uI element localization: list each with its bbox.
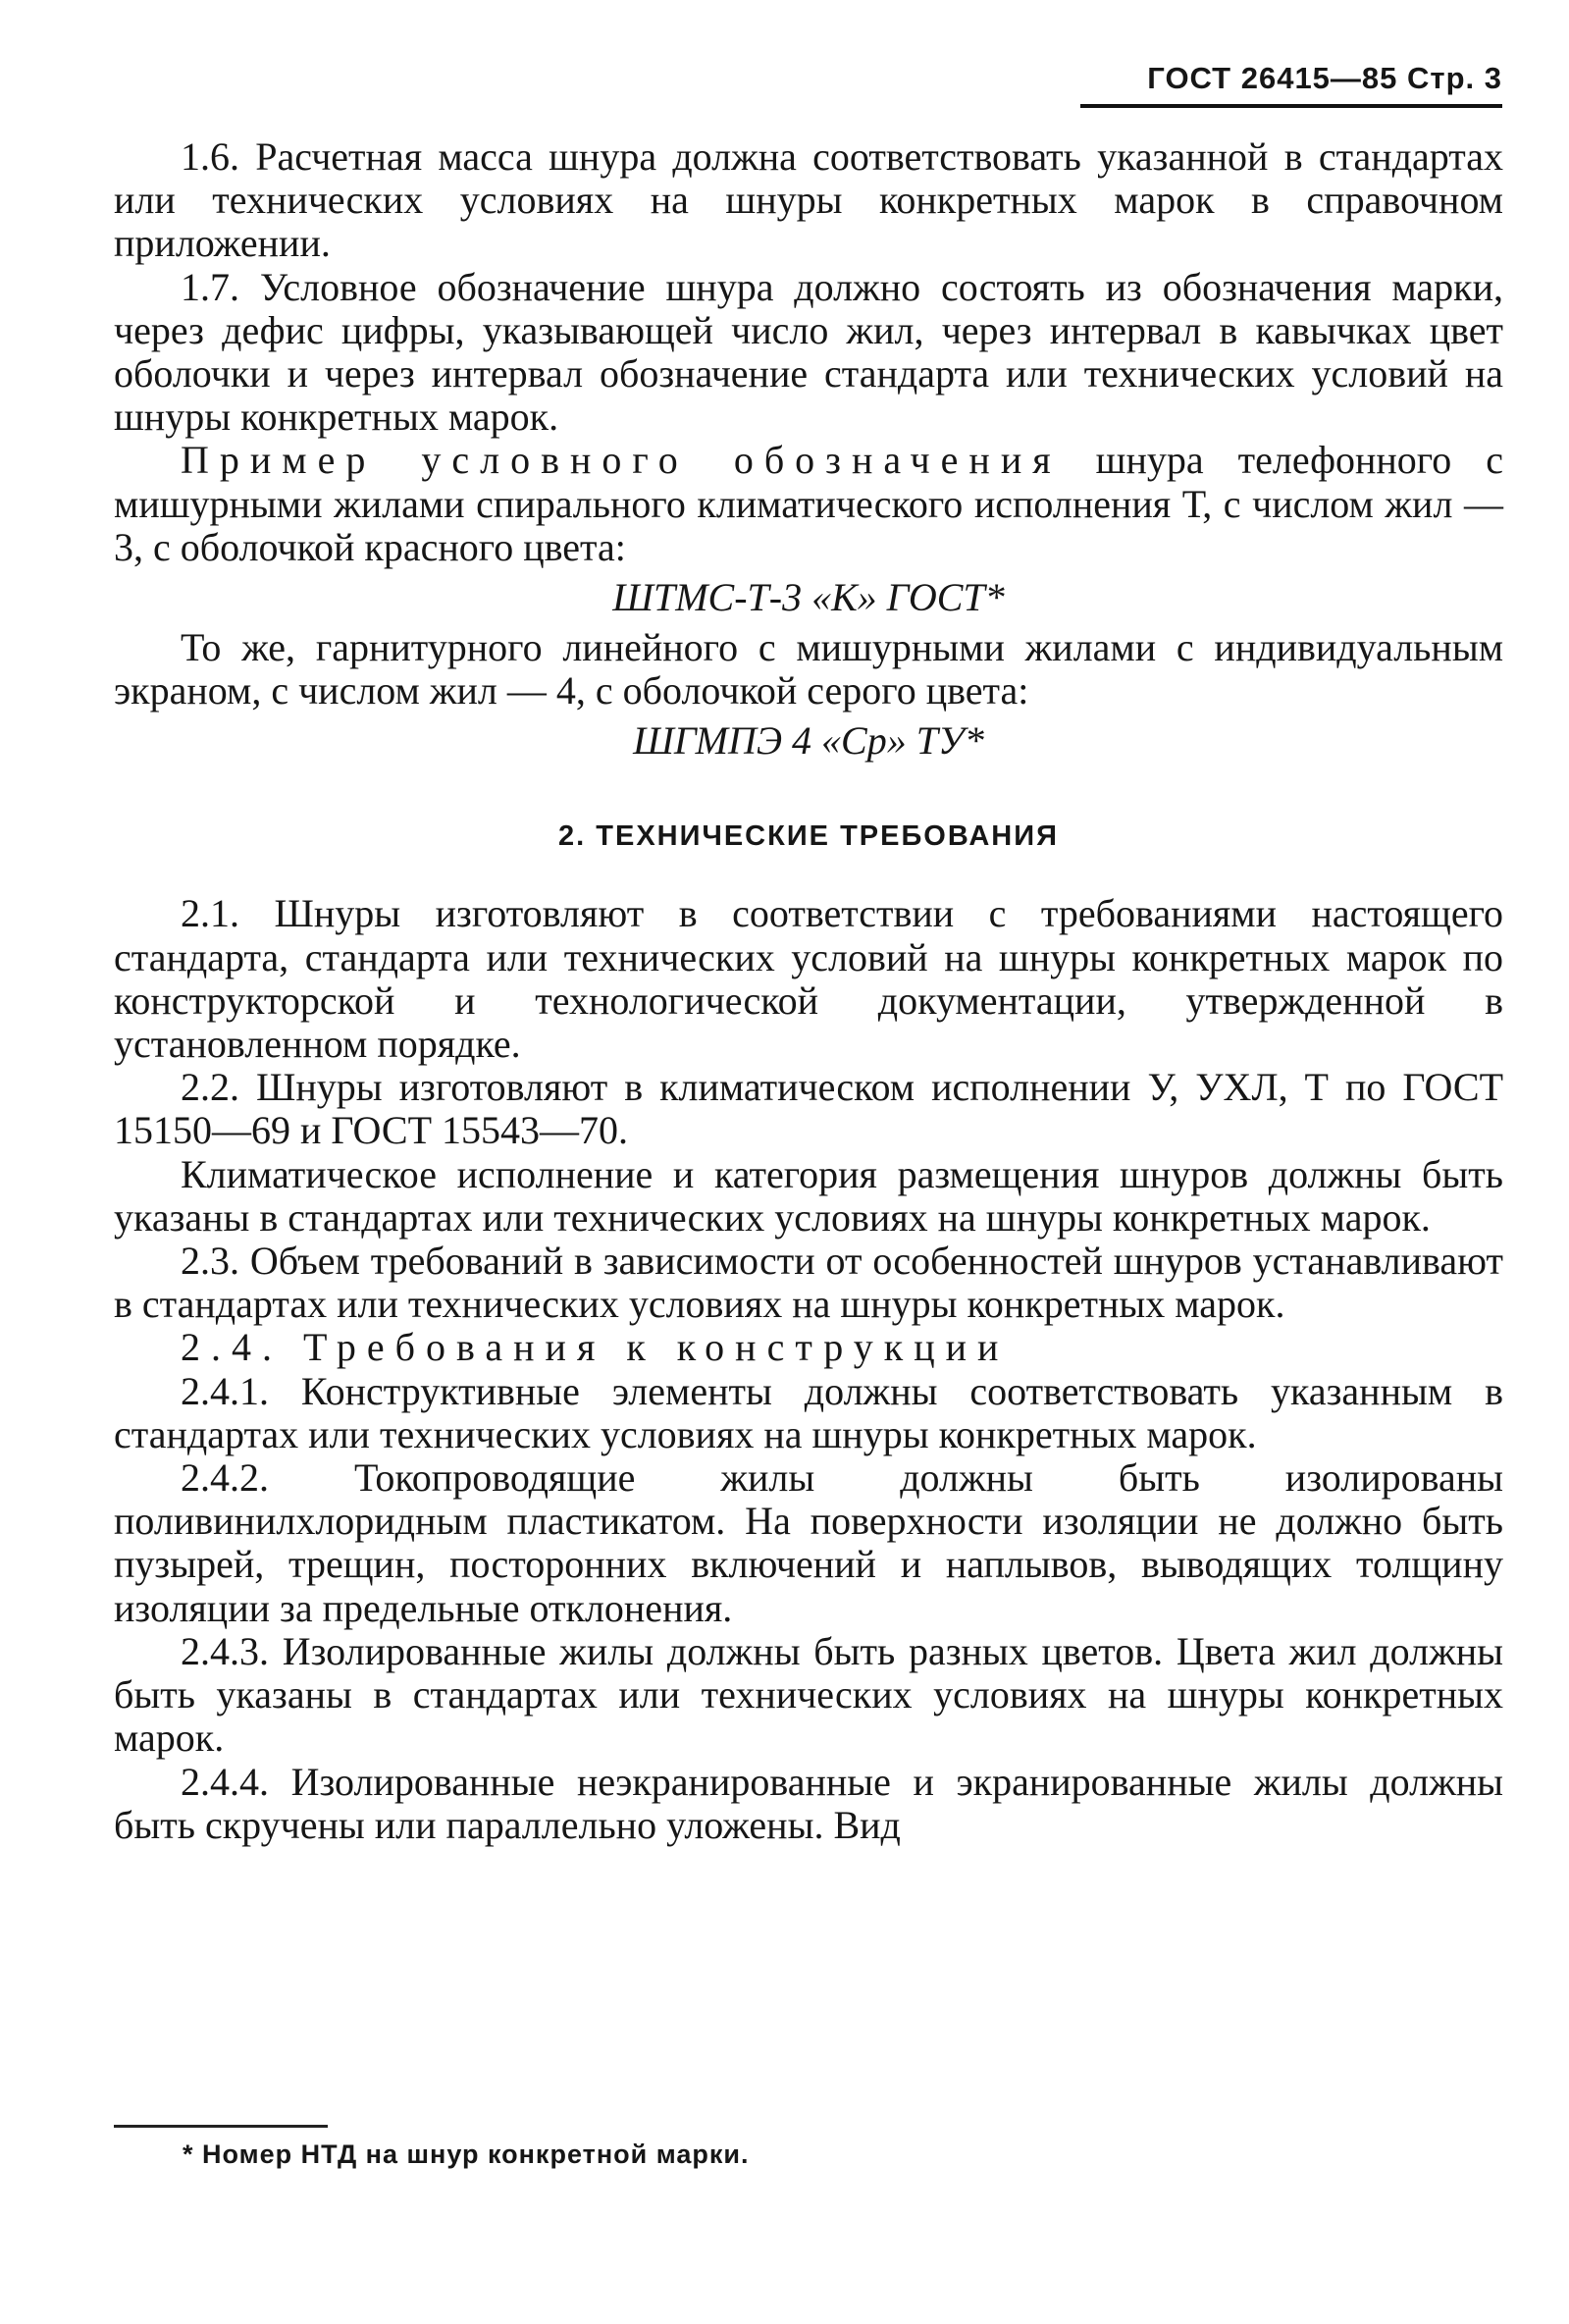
example-label: Пример условного обозначения bbox=[181, 438, 1062, 483]
example-1-text: шнура телефонного с мишурными жилами спирального климатического исполнения Т, с числом жил — 3, с оболочкой красного цвета: bbox=[114, 438, 1503, 569]
paragraph-2-4-4: 2.4.4. Изолированные неэкранированные и экранированные жилы должны быть скручены или параллельно уложены. Вид bbox=[114, 1759, 1503, 1847]
paragraph-2-2-climate: Климатическое исполнение и категория размещения шнуров должны быть указаны в стандартах или технических условиях на шнуры конкретных марок. bbox=[114, 1151, 1503, 1240]
paragraph-2-1: 2.1. Шнуры изготовляют в соответствии с требованиями настоящего стандарта, стандарта или технических условий на шнуры конкретных марок по конструкторской и технологической документации, утвержденной в установленном порядке. bbox=[114, 891, 1503, 1067]
section-title: 2. ТЕХНИЧЕСКИЕ ТРЕБОВАНИЯ bbox=[558, 820, 1059, 853]
paragraph-2-3: 2.3. Объем требований в зависимости от особенностей шнуров устанавливают в стандартах или технических условиях на шнуры конкретных марок. bbox=[114, 1239, 1503, 1327]
footnote-divider bbox=[114, 2125, 328, 2128]
document-body bbox=[114, 135, 1503, 1847]
paragraph-1-6: 1.6. Расчетная масса шнура должна соответствовать указанной в стандартах или технических условиях на шнуры конкретных марок в справочном приложении. bbox=[114, 134, 1503, 266]
example-2: То же, гарнитурного линейного с мишурными жилами с индивидуальным экраном, с числом жил — 4, с оболочкой серого цвета: bbox=[114, 625, 1503, 713]
designation-example-2: ШГМПЭ 4 «Ср» ТУ* bbox=[633, 718, 984, 764]
paragraph-2-4-heading: 2.4. Требования к конструкции bbox=[181, 1325, 1010, 1370]
paragraph-2-2: 2.2. Шнуры изготовляют в климатическом исполнении У, УХЛ, Т по ГОСТ 15150—69 и ГОСТ 15543—70. bbox=[114, 1065, 1503, 1153]
page-header: ГОСТ 26415—85 Стр. 3 bbox=[1080, 61, 1502, 108]
paragraph-2-4-3: 2.4.3. Изолированные жилы должны быть разных цветов. Цвета жил должны быть указаны в стандартах или технических условиях на шнуры конкретных марок. bbox=[114, 1628, 1503, 1761]
paragraph-2-4-2: 2.4.2. Токопроводящие жилы должны быть изолированы поливинилхлоридным пластикатом. На поверхности изоляции не должно быть пузырей, трещин, посторонних включений и наплывов, выводящих толщину изоляции за предельные отклонения. bbox=[114, 1455, 1503, 1630]
example-1 bbox=[114, 439, 1503, 569]
paragraph-2-4-1: 2.4.1. Конструктивные элементы должны соответствовать указанным в стандартах или технических условиях на шнуры конкретных марок. bbox=[114, 1368, 1503, 1456]
designation-example-1: ШТМС-Т-3 «К» ГОСТ* bbox=[612, 575, 1005, 620]
footnote: * Номер НТД на шнур конкретной марки. bbox=[183, 2139, 750, 2169]
paragraph-1-7: 1.7. Условное обозначение шнура должно состоять из обозначения марки, через дефис цифры, указывающей число жил, через интервал в кавычках цвет оболочки и через интервал обозначение стандарта или технических условий на шнуры конкретных марок. bbox=[114, 264, 1503, 440]
